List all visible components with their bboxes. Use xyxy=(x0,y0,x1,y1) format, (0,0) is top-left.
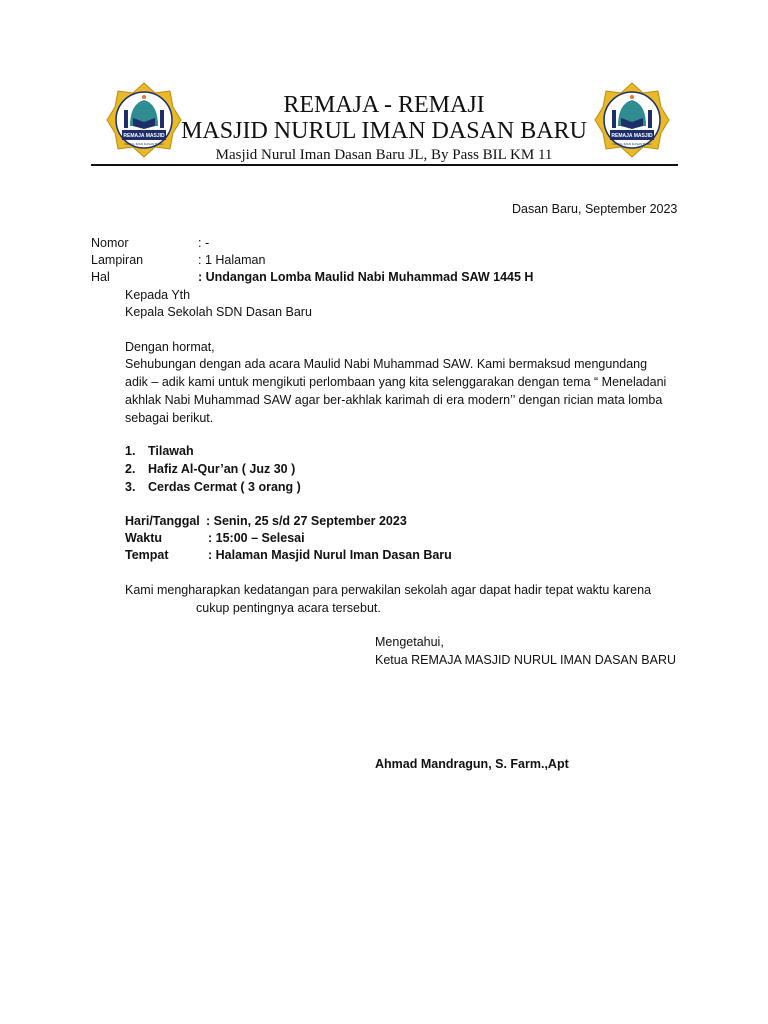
competition-name: Hafiz Al-Qur’an ( Juz 30 ) xyxy=(148,462,296,476)
competition-number: 1. xyxy=(125,444,136,458)
logo-text-bottom: NURUL IMAN DASAN BARU xyxy=(124,142,164,146)
logo-text-top: REMAJA MASJID xyxy=(611,133,653,139)
meta-value-hal: : Undangan Lomba Maulid Nabi Muhammad SAW 1445 H xyxy=(198,270,534,284)
competition-name: Cerdas Cermat ( 3 orang ) xyxy=(148,480,301,494)
letterhead-title-line2: MASJID NURUL IMAN DASAN BARU xyxy=(181,118,587,144)
logo-text-top: REMAJA MASJID xyxy=(123,133,165,139)
schedule-label-date: Hari/Tanggal xyxy=(125,514,200,528)
schedule-value-place: : Halaman Masjid Nurul Iman Dasan Baru xyxy=(208,548,452,562)
recipient-line1: Kepada Yth xyxy=(125,288,191,302)
meta-label-nomor: Nomor xyxy=(91,236,129,250)
logo-text-bottom: NURUL IMAN DASAN BARU xyxy=(612,142,652,146)
closing-line1: Kami mengharapkan kedatangan para perwakilan sekolah agar dapat hadir tepat waktu karena xyxy=(125,583,652,597)
competition-number: 3. xyxy=(125,480,136,494)
signature-position: Ketua REMAJA MASJID NURUL IMAN DASAN BARU xyxy=(375,653,676,667)
meta-label-hal: Hal xyxy=(91,270,110,284)
schedule-value-time: : 15:00 – Selesai xyxy=(208,531,305,545)
signature-name: Ahmad Mandragun, S. Farm.,Apt xyxy=(375,757,569,771)
schedule-label-time: Waktu xyxy=(125,531,163,545)
schedule-label-place: Tempat xyxy=(125,548,169,562)
letterhead-divider xyxy=(91,164,678,166)
meta-value-nomor: : - xyxy=(198,236,210,250)
letter-date: Dasan Baru, September 2023 xyxy=(512,202,678,216)
recipient-line2: Kepala Sekolah SDN Dasan Baru xyxy=(125,305,312,319)
body-line-1: Sehubungan dengan ada acara Maulid Nabi Muhammad SAW. Kami bermaksud mengundang xyxy=(125,357,648,371)
closing-line2: cukup pentingnya acara tersebut. xyxy=(196,601,381,615)
meta-value-lampiran: : 1 Halaman xyxy=(198,253,266,267)
schedule-value-date: : Senin, 25 s/d 27 September 2023 xyxy=(206,514,407,528)
letterhead-address: Masjid Nurul Iman Dasan Baru JL, By Pass BIL KM 11 xyxy=(215,147,553,163)
signature-acknowledge: Mengetahui, xyxy=(375,635,444,649)
competition-name: Tilawah xyxy=(148,444,194,458)
meta-label-lampiran: Lampiran xyxy=(91,253,144,267)
letterhead-title-line1: REMAJA - REMAJI xyxy=(283,92,485,118)
body-line-2: adik – adik kami untuk mengikuti perlombaan yang kita selenggarakan dengan tema “ Meneladani xyxy=(125,375,667,389)
body-line-4: sebagai berikut. xyxy=(125,411,214,425)
greeting: Dengan hormat, xyxy=(125,340,215,354)
competition-number: 2. xyxy=(125,462,136,476)
body-line-3: akhlak Nabi Muhammad SAW agar ber-akhlak karimah di era modern’’ dengan rician mata lomba xyxy=(125,393,663,407)
